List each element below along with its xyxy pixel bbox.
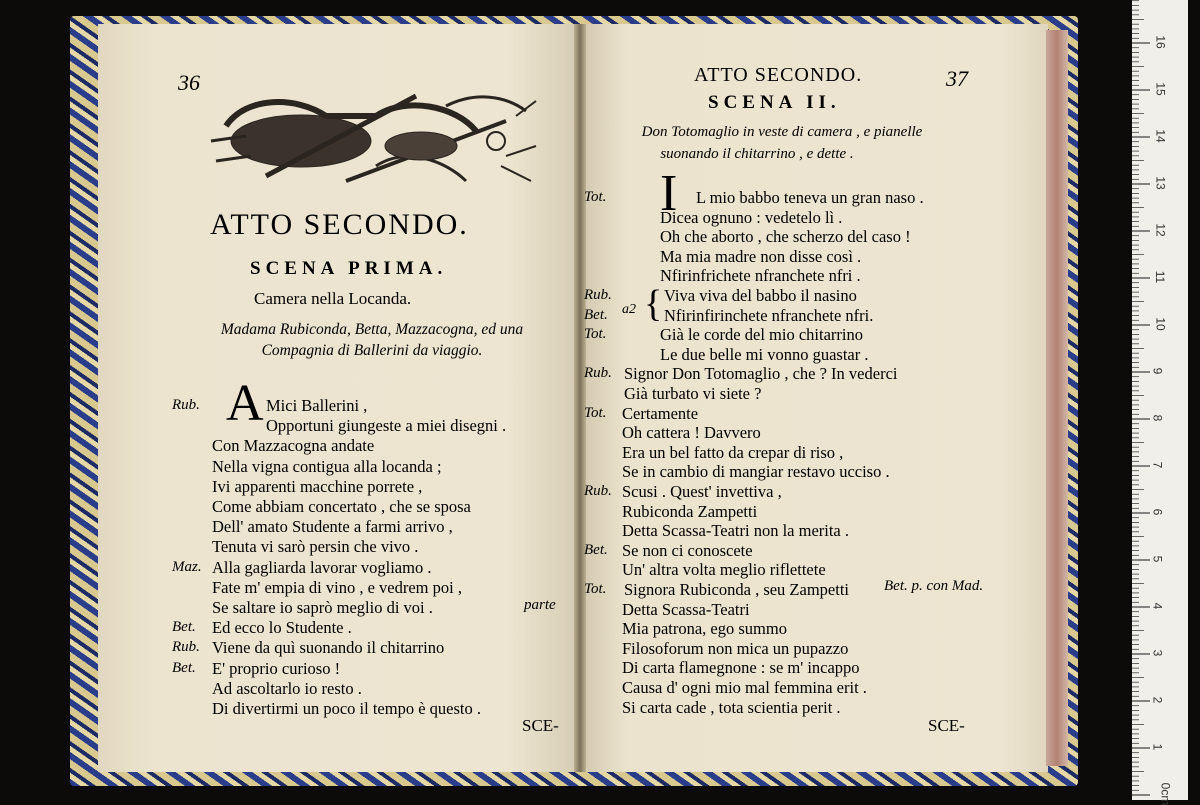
printers-ornament-image xyxy=(206,86,540,190)
verse-line: Dicea ognuno : vedetelo lì . xyxy=(660,207,843,227)
verse-line: Con Mazzacogna andate xyxy=(212,436,375,456)
speaker-label: Bet. xyxy=(172,659,196,676)
verse-line: Ma mia madre non disse così . xyxy=(660,246,862,266)
speaker-label: Tot. xyxy=(584,326,607,343)
verse-line: Si carta cade , tota scientia perit . xyxy=(622,697,841,717)
speaker-label: Rub. xyxy=(172,639,200,656)
ruler-label: 6 xyxy=(1150,508,1165,516)
ruler-label: 1 xyxy=(1150,743,1165,751)
stage-direction-right-2: suonando il chitarrino , e dette . xyxy=(660,146,854,162)
verse-line: Tenuta vi sarò persin che vivo . xyxy=(212,537,419,557)
verse-line: Un' altra volta meglio riflettete xyxy=(622,560,826,580)
scene-setting: Camera nella Locanda. xyxy=(254,289,412,308)
speaker-label: Maz. xyxy=(172,558,202,575)
speaker-label: Tot. xyxy=(584,581,607,597)
ruler-ticks xyxy=(1132,0,1188,800)
a2-mark: a2 xyxy=(622,302,636,317)
verse-line: Mia patrona, ego summo xyxy=(622,619,787,639)
ruler-label: 11 xyxy=(1153,270,1168,284)
verse-line: Mici Ballerini , xyxy=(266,396,368,415)
verse-line: E' proprio curioso ! xyxy=(212,658,341,678)
ruler-label: 14 xyxy=(1153,129,1168,143)
ruler-label: 15 xyxy=(1153,82,1168,96)
ruler-label: 12 xyxy=(1153,223,1168,237)
brace-symbol: { xyxy=(644,283,663,325)
speaker-label: Bet. xyxy=(584,306,608,323)
ruler-label: 16 xyxy=(1153,35,1168,49)
verse-line: Signor Don Totomaglio , che ? In vederci xyxy=(624,364,898,384)
scene-title-right: SCENA II. xyxy=(708,92,841,113)
verse-line: Oh che aborto , che scherzo del caso ! xyxy=(660,227,911,247)
page-number-right: 37 xyxy=(946,66,968,91)
book-gutter xyxy=(574,24,586,772)
ruler-label: 9 xyxy=(1150,367,1165,375)
verse-line: L mio babbo teneva un gran naso . xyxy=(696,188,924,207)
drop-cap-right: I xyxy=(660,165,678,222)
verse-line: Oh cattera ! Davvero xyxy=(622,423,761,443)
ruler-label: 8 xyxy=(1150,414,1165,422)
speaker-label: Rub. xyxy=(584,365,612,382)
verse-line: Era un bel fatto da crepar di riso , xyxy=(622,442,844,462)
measurement-ruler xyxy=(1132,0,1188,805)
page-number-left: 36 xyxy=(178,70,200,95)
catchword-left: SCE- xyxy=(522,716,559,735)
verse-line: Detta Scassa-Teatri xyxy=(622,599,750,619)
verse-line: Se non ci conoscete xyxy=(622,540,753,560)
verse-line: Rubiconda Zampetti xyxy=(622,501,758,521)
speaker-label: Bet. xyxy=(172,619,196,636)
catchword-right: SCE- xyxy=(928,716,965,735)
verse-line: Signora Rubiconda , seu Zampetti xyxy=(624,580,849,599)
ruler-label: 0cm xyxy=(1158,782,1173,805)
speaker-label: Tot. xyxy=(584,189,607,205)
ruler-label: 2 xyxy=(1150,696,1165,704)
ruler-label: 7 xyxy=(1150,461,1165,469)
verse-line: Alla gagliarda lavorar vogliamo . xyxy=(212,557,432,577)
verse-line: Ivi apparenti macchine porrete , xyxy=(212,476,423,496)
verse-line: Ad ascoltarlo io resto . xyxy=(212,678,362,698)
ruler-label: 5 xyxy=(1150,555,1165,563)
verse-line: Viva viva del babbo il nasino xyxy=(664,286,857,305)
verse-line: Dell' amato Studente a farmi arrivo , xyxy=(212,517,453,537)
verse-line: Già turbato vi siete ? xyxy=(624,384,762,403)
speaker-label: Rub. xyxy=(172,397,200,413)
act-title: ATTO SECONDO. xyxy=(210,208,469,241)
verse-line: Nfirinfirinchete nfranchete nfri. xyxy=(664,305,874,325)
verse-line: Opportuni giungeste a miei disegni . xyxy=(266,416,507,436)
stage-direction-left-1: Madama Rubiconda, Betta, Mazzacogna, ed una xyxy=(220,321,524,338)
ruler-label: 3 xyxy=(1150,649,1165,657)
verse-line: Filosoforum non mica un pupazzo xyxy=(622,638,849,658)
ruler-label: 10 xyxy=(1153,317,1168,331)
verse-line: Di carta flamegnone : se m' incappo xyxy=(622,658,860,678)
verse-line: Nfirinfrichete nfranchete nfri . xyxy=(660,266,861,286)
verse-line: Viene da quì suonando il chitarrino xyxy=(212,638,445,658)
running-head: ATTO SECONDO. xyxy=(694,64,863,86)
speaker-label: Bet. xyxy=(584,541,608,558)
verse-line: Già le corde del mio chitarrino xyxy=(660,325,863,345)
speaker-label: Tot. xyxy=(584,404,607,421)
ruler-label: 13 xyxy=(1153,176,1168,190)
ruler-label: 4 xyxy=(1150,602,1165,610)
verse-line: Fate m' empia di vino , e vedrem poi , xyxy=(212,577,462,597)
verse-line: Scusi . Quest' invettiva , xyxy=(622,482,782,501)
verse-line: Nella vigna contigua alla locanda ; xyxy=(212,456,442,476)
verse-line: Causa d' ogni mio mal femmina erit . xyxy=(622,678,867,697)
verse-line: Le due belle mi vonno guastar . xyxy=(660,344,869,364)
page-edge xyxy=(1046,30,1068,766)
verse-line: Certamente xyxy=(622,403,699,423)
speaker-label: Rub. xyxy=(584,287,612,303)
verse-line: Se saltare io saprò meglio di voi . xyxy=(212,598,433,617)
verse-line: Ed ecco lo Studente . xyxy=(212,618,352,638)
verse-line: Di divertirmi un poco il tempo è questo . xyxy=(212,699,481,718)
speaker-label: Rub. xyxy=(584,483,612,499)
verse-line: Detta Scassa-Teatri non la merita . xyxy=(622,521,850,541)
verse-line: Come abbiam concertato , che se sposa xyxy=(212,497,471,516)
stage-direction-right-1: Don Totomaglio in veste di camera , e pianelle xyxy=(641,124,923,140)
verse-line: Se in cambio di mangiar restavo ucciso . xyxy=(622,462,890,482)
exit-note: parte xyxy=(524,597,556,613)
stage-direction-left-2: Compagnia di Ballerini da viaggio. xyxy=(261,342,483,359)
aside-note: Bet. p. con Mad. xyxy=(884,578,984,594)
drop-cap-left: A xyxy=(226,375,264,432)
scene-title-left: SCENA PRIMA. xyxy=(250,258,448,279)
